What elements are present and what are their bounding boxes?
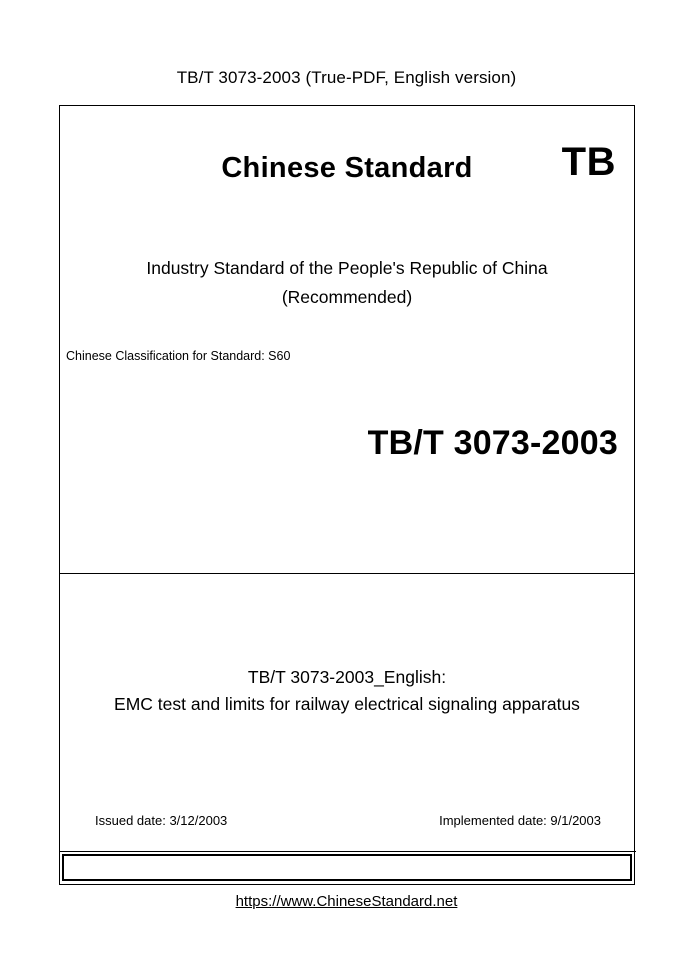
- cover-upper-section: [60, 106, 634, 574]
- cover-frame: [59, 105, 635, 885]
- issued-date: Issued date: 3/12/2003: [95, 813, 228, 828]
- english-title-line-1: TB/T 3073-2003_English:: [247, 667, 447, 687]
- publisher-bar: [60, 851, 636, 884]
- standard-number: TB/T 3073-2003: [367, 424, 618, 462]
- english-title: [60, 664, 634, 718]
- classification-code: Chinese Classification for Standard: S60: [66, 349, 291, 363]
- industry-standard-line-2: (Recommended): [281, 287, 413, 307]
- industry-standard-text: [60, 254, 634, 312]
- footer-url-link[interactable]: https://www.ChineseStandard.net: [235, 893, 458, 910]
- footer-url[interactable]: [0, 893, 693, 910]
- page-header-title: TB/T 3073-2003 (True-PDF, English version): [176, 68, 517, 87]
- standard-heading: Chinese Standard: [221, 152, 473, 184]
- cover-lower-section: [60, 574, 634, 884]
- industry-standard-line-1: Industry Standard of the People's Republic of China: [146, 258, 548, 278]
- tb-logo: TB: [561, 140, 616, 184]
- implemented-date: Implemented date: 9/1/2003: [439, 813, 601, 828]
- dates-row: [60, 813, 634, 833]
- publisher-bar-text: [62, 854, 632, 881]
- english-title-line-2: EMC test and limits for railway electrical signaling apparatus: [114, 694, 580, 714]
